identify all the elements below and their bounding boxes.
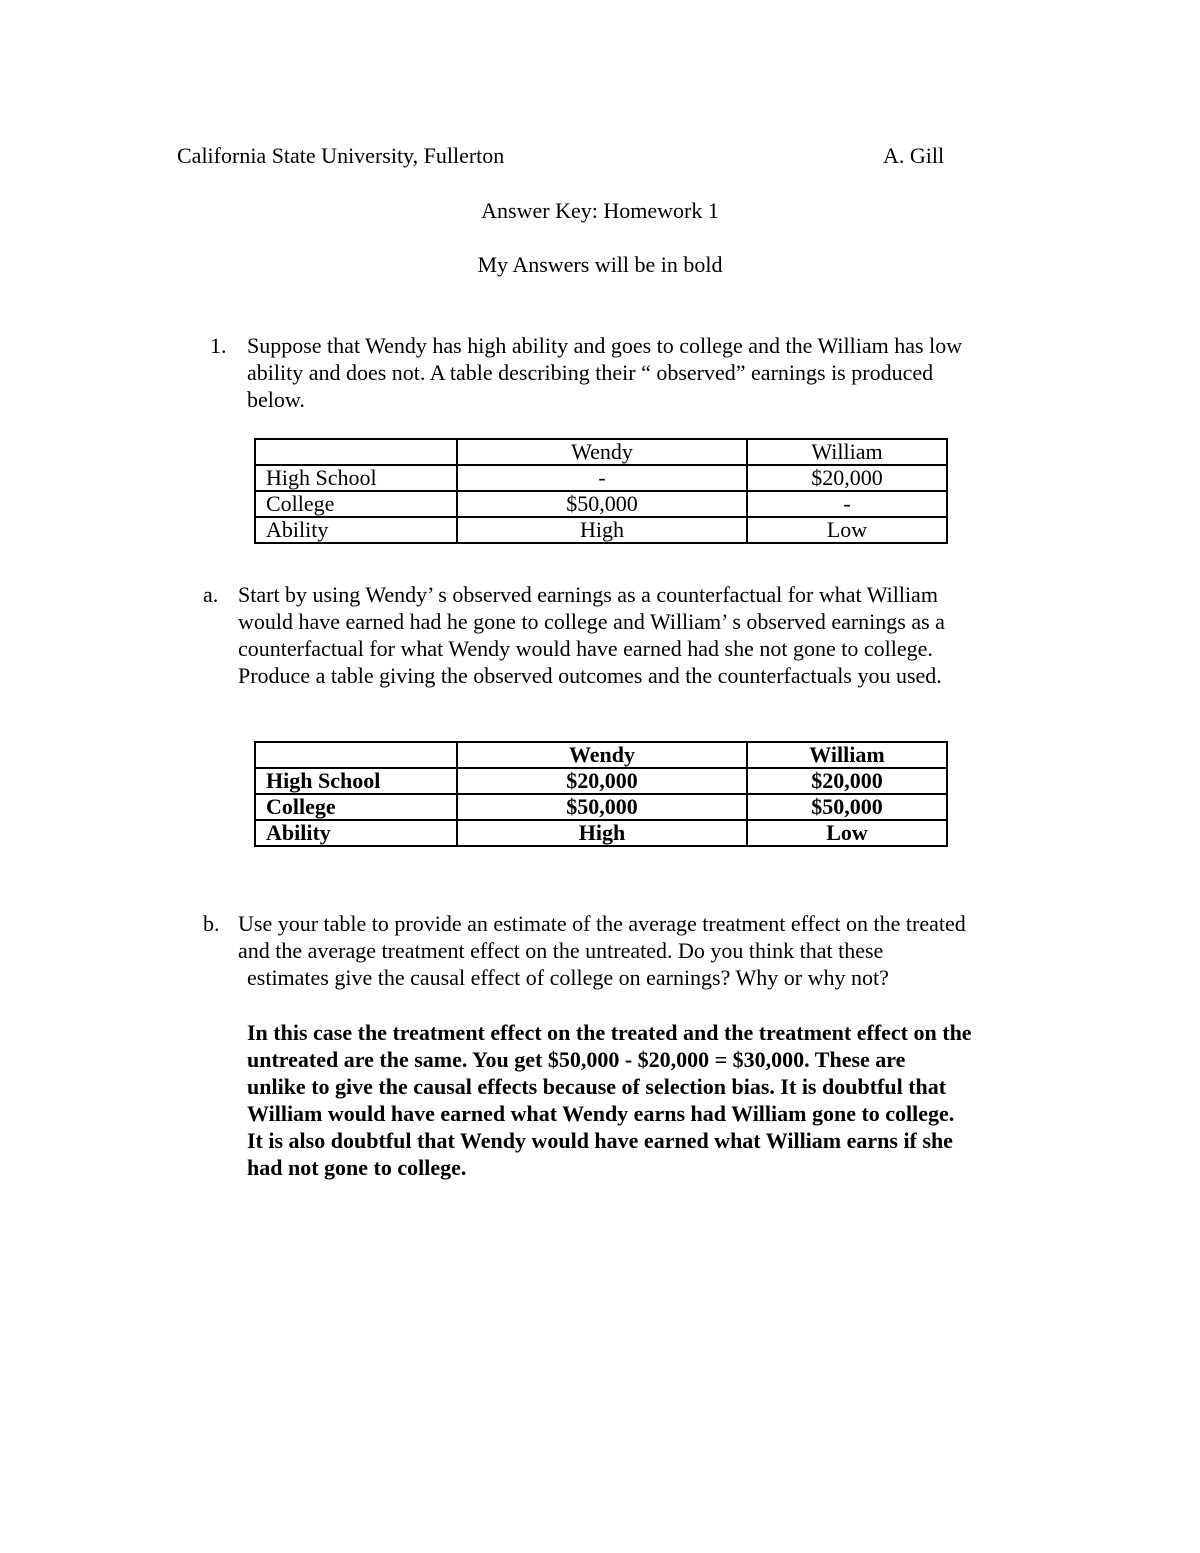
page-title: Answer Key: Homework 1 [481,198,719,223]
table-cell: High [457,820,747,846]
page-subtitle: My Answers will be in bold [477,252,723,277]
table-row [255,820,947,846]
table-cell: Low [747,517,947,543]
table-cell: - [747,491,947,517]
answer-b-text [247,1019,1047,1181]
table-row [255,491,947,517]
answer-line: In this case the treatment effect on the treated and the treatment effect on the [247,1020,972,1045]
table-header-row [255,742,947,768]
table-cell: High [457,517,747,543]
table-row [255,794,947,820]
author-name: A. Gill [883,143,945,168]
part-a-label: a. [203,582,219,607]
question-1-line: ability and does not. A table describing their “ observed” earnings is produced [247,360,934,385]
table-header-cell [255,742,457,768]
table-cell: Low [747,820,947,846]
part-a-text [238,581,1038,689]
table-cell: $20,000 [747,465,947,491]
table-cell: $50,000 [747,794,947,820]
question-1-text [247,332,1037,413]
table-cell: College [255,794,457,820]
table-cell: $50,000 [457,794,747,820]
table-cell: High School [255,465,457,491]
table-cell: $20,000 [747,768,947,794]
table-cell: College [255,491,457,517]
part-a-line: counterfactual for what Wendy would have earned had she not gone to college. [238,636,933,661]
question-1-number: 1. [210,333,227,358]
question-1-line: below. [247,387,305,412]
table-cell: - [457,465,747,491]
table-header-cell: William [747,742,947,768]
table-cell: Ability [255,517,457,543]
counterfactual-table [254,741,948,847]
part-a-line: Produce a table giving the observed outcomes and the counterfactuals you used. [238,663,942,688]
table-row [255,465,947,491]
table-row [255,517,947,543]
part-b-line: estimates give the causal effect of college on earnings? Why or why not? [247,965,889,990]
table-cell: $20,000 [457,768,747,794]
table-header-cell [255,439,457,465]
question-1-line: Suppose that Wendy has high ability and goes to college and the William has low [247,333,963,358]
answer-line: William would have earned what Wendy earns had William gone to college. [247,1101,955,1126]
part-b-label: b. [203,911,220,936]
observed-earnings-table [254,438,948,544]
part-b-line: Use your table to provide an estimate of the average treatment effect on the treated [238,911,966,936]
answer-line: unlike to give the causal effects because of selection bias. It is doubtful that [247,1074,947,1099]
institution-name: California State University, Fullerton [177,143,505,168]
table-cell: High School [255,768,457,794]
table-header-row [255,439,947,465]
table-row [255,768,947,794]
table-cell: $50,000 [457,491,747,517]
answer-line: had not gone to college. [247,1155,467,1180]
answer-line: untreated are the same. You get $50,000 - $20,000 = $30,000. These are [247,1047,906,1072]
part-b-text [238,910,1038,991]
table-cell: Ability [255,820,457,846]
part-a-line: Start by using Wendy’ s observed earnings as a counterfactual for what William [238,582,938,607]
answer-line: It is also doubtful that Wendy would have earned what William earns if she [247,1128,953,1153]
table-header-cell: Wendy [457,742,747,768]
part-a-line: would have earned had he gone to college and William’ s observed earnings as a [238,609,945,634]
part-b-line: and the average treatment effect on the untreated. Do you think that these [238,938,884,963]
table-header-cell: Wendy [457,439,747,465]
table-header-cell: William [747,439,947,465]
